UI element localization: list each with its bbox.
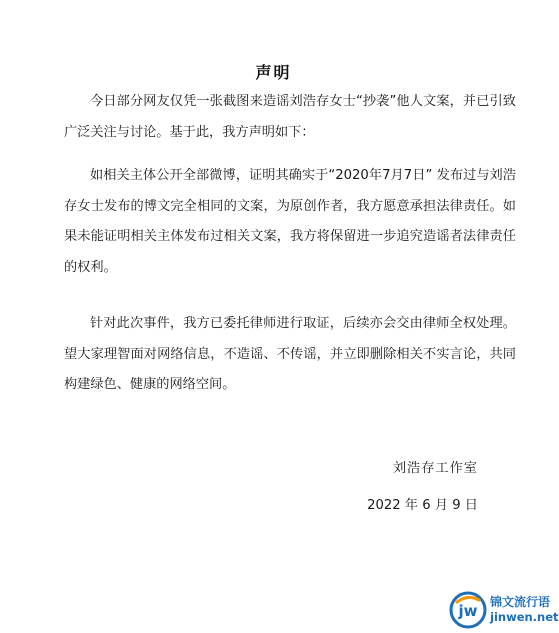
watermark-site-name: 锦文流行语 <box>490 595 551 609</box>
signature-studio-name: 刘浩存工作室 <box>392 461 478 476</box>
watermark <box>448 588 559 633</box>
signature-date: 2022 年 6 月 9 日 <box>367 498 478 513</box>
document-title: 声明 <box>255 63 292 82</box>
watermark-domain: jinwen.net <box>490 610 559 624</box>
logo-lettering: jw <box>458 602 478 620</box>
paragraph-2: 如相关主体公开全部微博，证明其确实于“2020年7月7日” 发布过与刘浩存女士发布的博文完全相同的文案，为原创作者，我方愿意承担法律责任。如果未能证明相关主体发布过相关文案，我方将保留进一步追究造谣者法律责任的权利。 <box>64 168 516 275</box>
jw-logo-icon <box>448 590 488 630</box>
paragraph-1: 今日部分网友仅凭一张截图来造谣刘浩存女士“抄袭”他人文案，并已引致广泛关注与讨论。基于此，我方声明如下： <box>64 94 516 140</box>
paragraph-3: 针对此次事件，我方已委托律师进行取证，后续亦会交由律师全权处理。望大家理智面对网络信息，不造谣、不传谣，并立即删除相关不实言论，共同构建绿色、健康的网络空间。 <box>64 316 516 392</box>
